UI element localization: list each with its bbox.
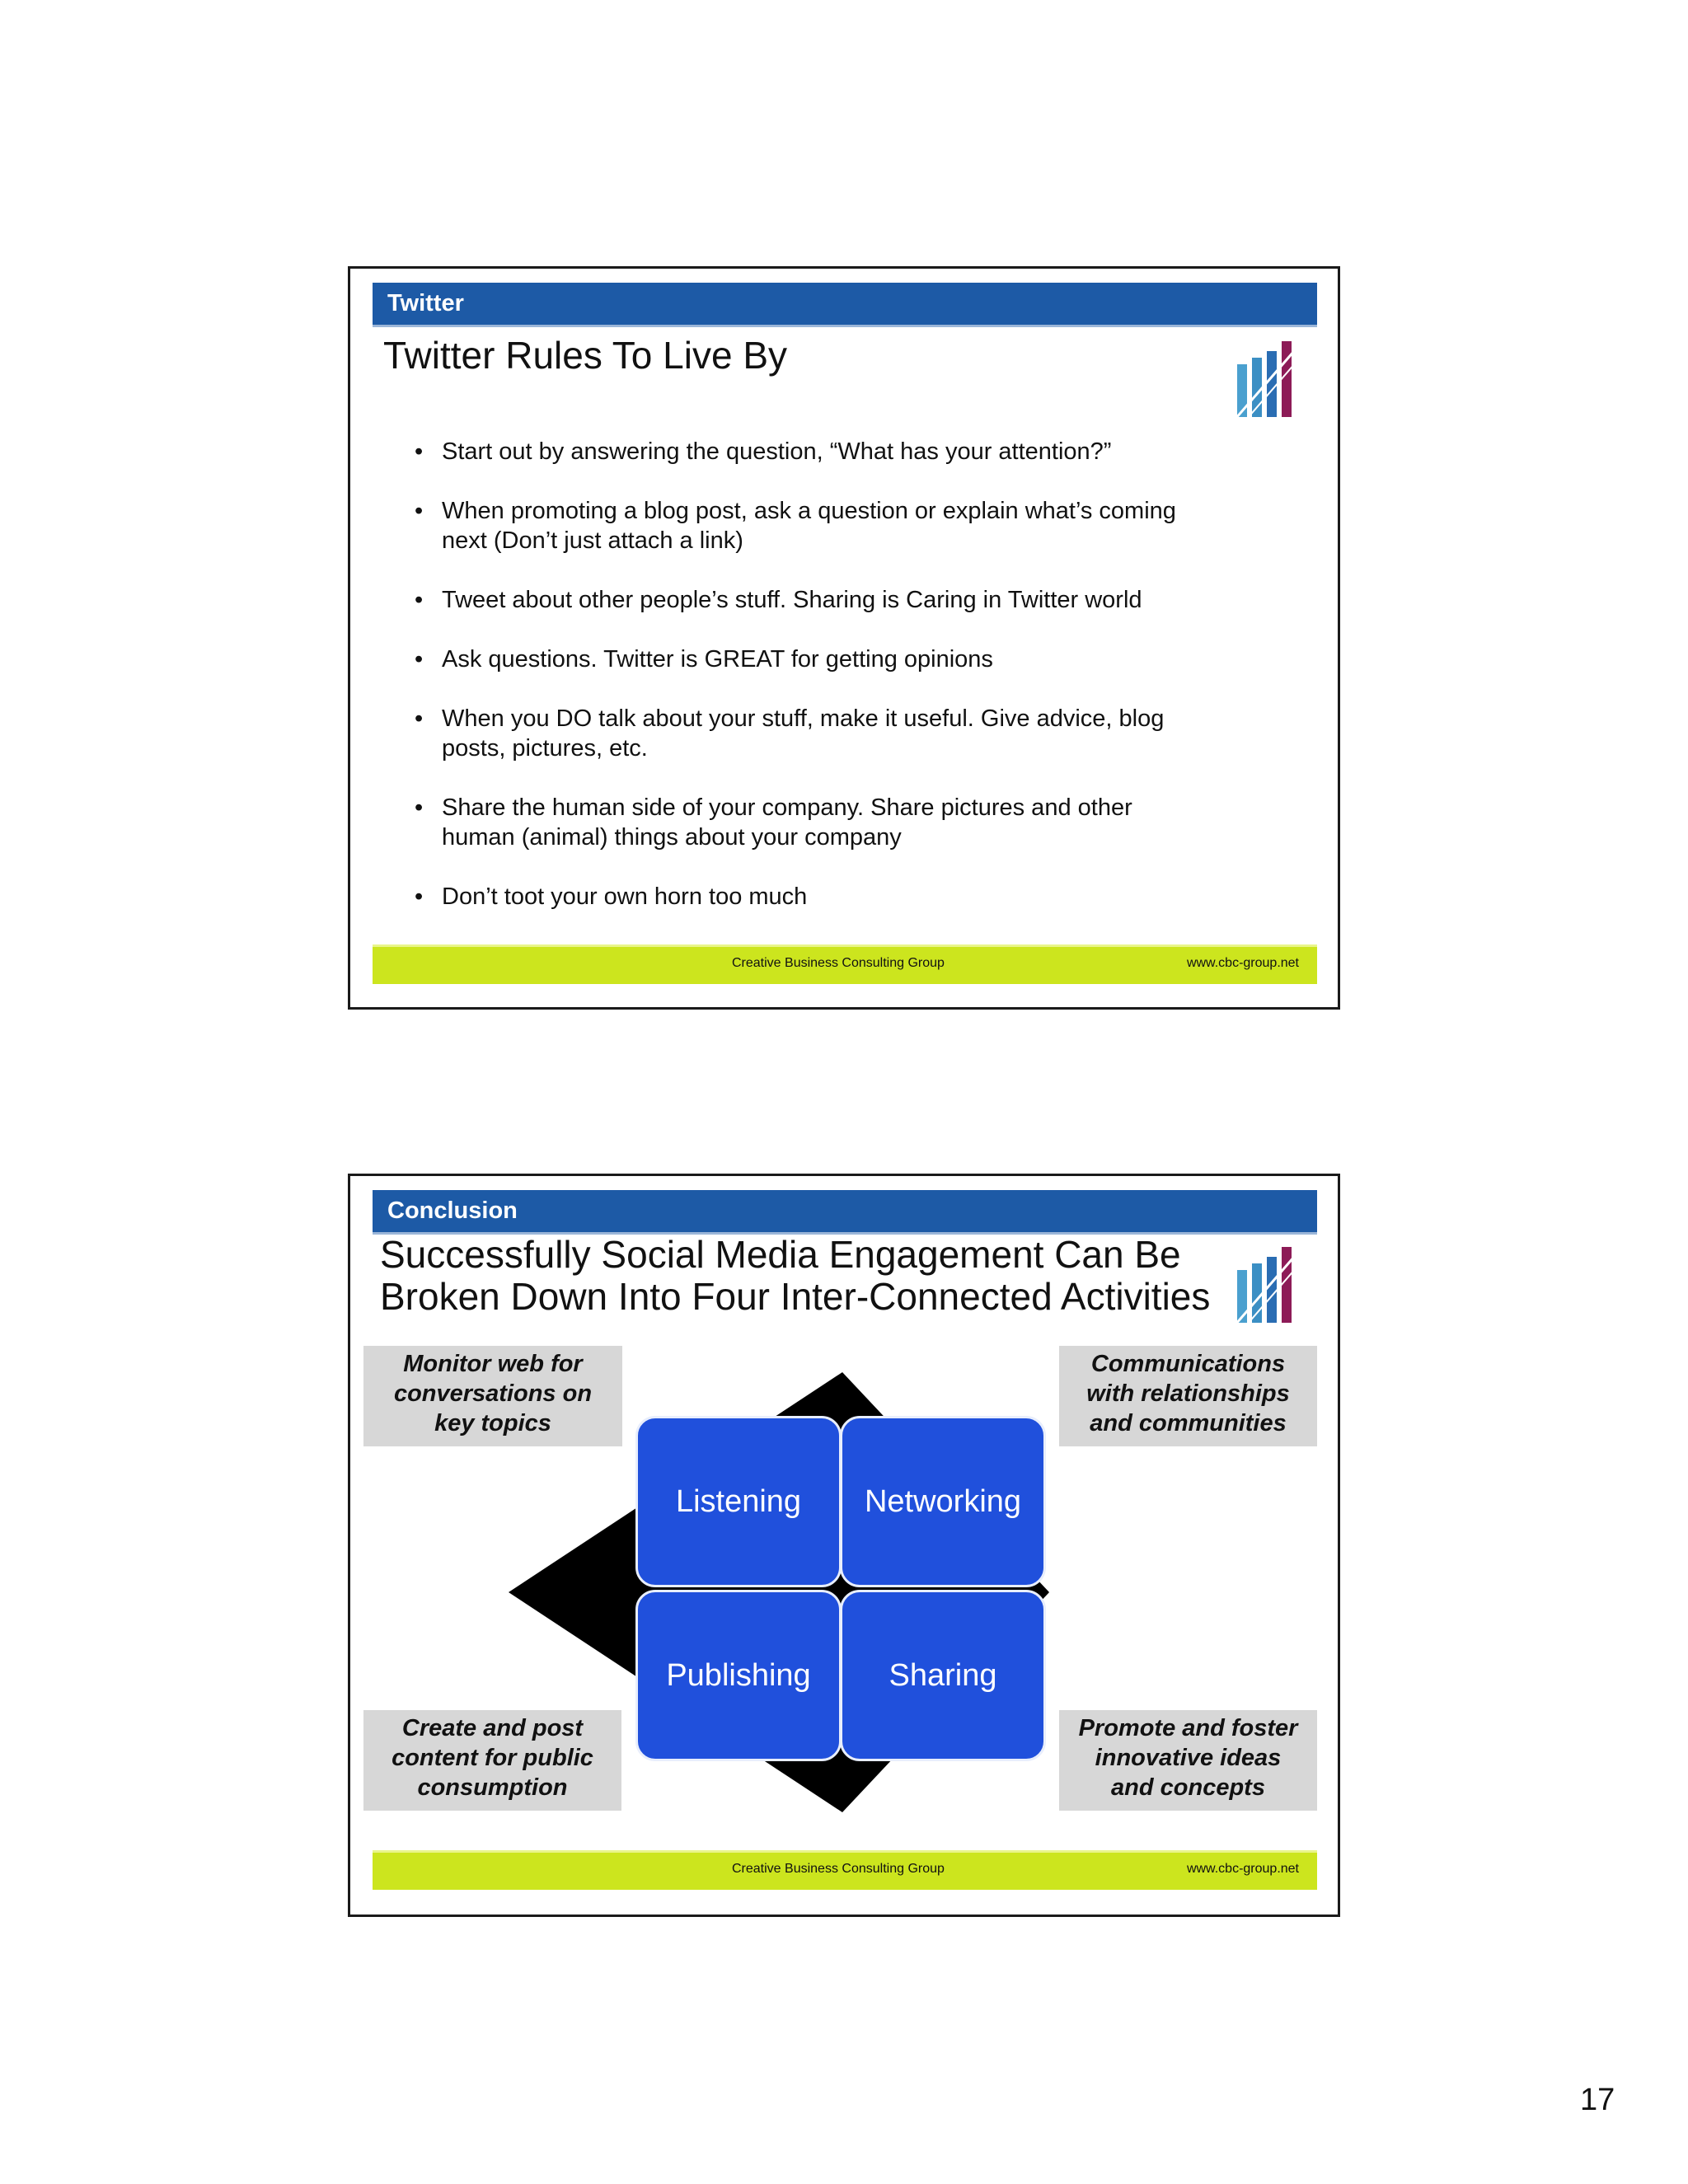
slide-title: Twitter Rules To Live By [383, 334, 788, 377]
company-logo-icon [1236, 340, 1306, 420]
callout-networking: Communications with relationships and communities [1059, 1346, 1317, 1446]
section-header [373, 283, 1317, 327]
list-item: • Ask questions. Twitter is GREAT for getting opinions [415, 646, 993, 673]
list-item: • Share the human side of your company. Share pictures and other human (animal) things about your company [415, 794, 1132, 851]
list-item: • Tweet about other people’s stuff. Sharing is Caring in Twitter world [415, 587, 1142, 613]
tile-sharing: Sharing [840, 1590, 1046, 1761]
page-number: 17 [1580, 2083, 1615, 2117]
section-label: Conclusion [387, 1197, 518, 1224]
tile-networking: Networking [840, 1416, 1046, 1587]
slide-conclusion [348, 1174, 1340, 1917]
callout-listening: Monitor web for conversations on key topics [363, 1346, 622, 1446]
slide-title: Successfully Social Media Engagement Can Be Broken Down Into Four Inter-Connected Activities [380, 1233, 1211, 1318]
activities-diagram [350, 1176, 1343, 1919]
slide-twitter [348, 266, 1340, 1010]
callout-publishing: Create and post content for public consumption [363, 1710, 621, 1811]
footer-url: www.cbc-group.net [1186, 1862, 1299, 1876]
list-item: • When promoting a blog post, ask a question or explain what’s coming next (Don’t just attach a link) [415, 498, 1176, 554]
list-item: • Start out by answering the question, “What has your attention?” [415, 438, 1112, 465]
slide-footer [373, 944, 1317, 984]
tile-listening: Listening [635, 1416, 842, 1587]
list-item: • Don’t toot your own horn too much [415, 883, 808, 910]
slide-footer [373, 1850, 1317, 1890]
footer-company: Creative Business Consulting Group [732, 956, 945, 970]
footer-url: www.cbc-group.net [1186, 956, 1299, 970]
rules-list [415, 437, 1255, 941]
callout-sharing: Promote and foster innovative ideas and concepts [1059, 1710, 1317, 1811]
list-item: • When you DO talk about your stuff, make it useful. Give advice, blog posts, pictures, etc. [415, 705, 1165, 762]
footer-company: Creative Business Consulting Group [732, 1862, 945, 1876]
tile-publishing: Publishing [635, 1590, 842, 1761]
section-label: Twitter [387, 290, 464, 316]
